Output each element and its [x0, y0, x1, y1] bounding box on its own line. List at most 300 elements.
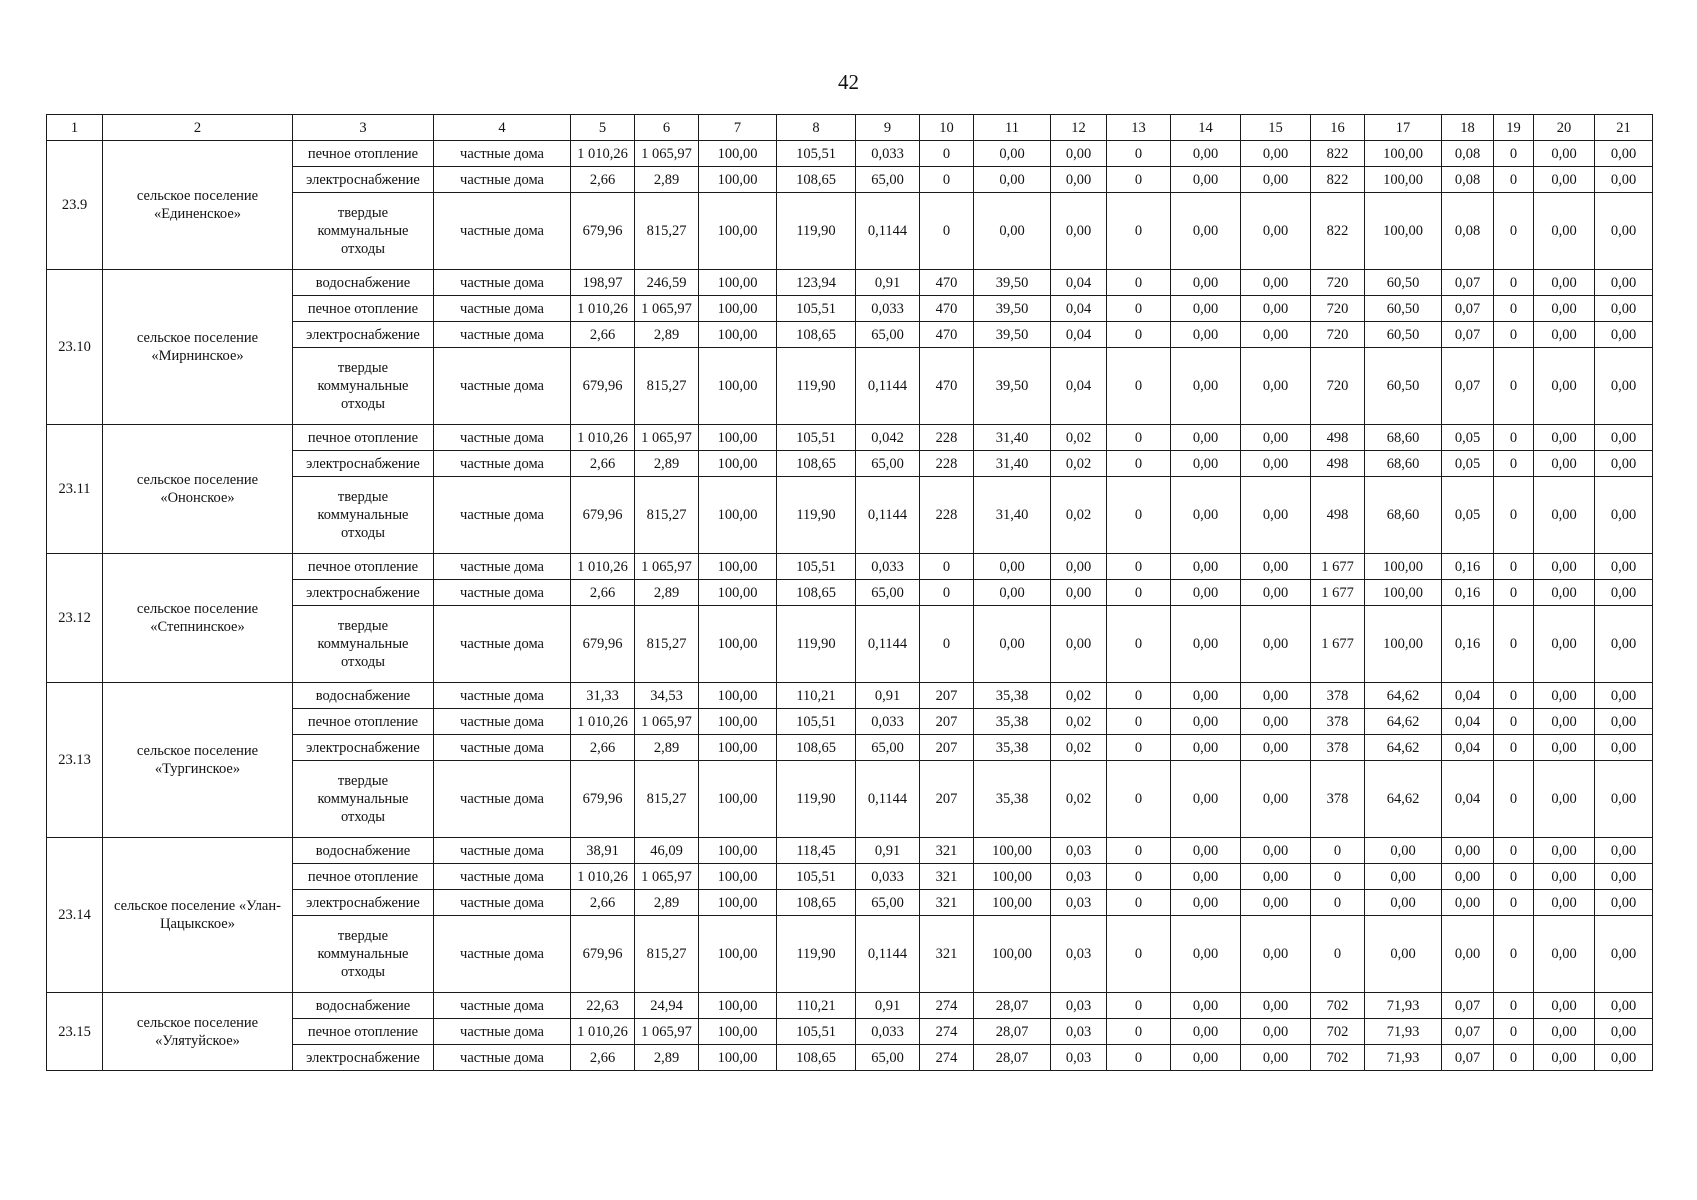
value-cell: 0	[1107, 1019, 1171, 1045]
value-cell: 0,00	[1241, 761, 1311, 838]
value-cell: 0	[1107, 916, 1171, 993]
value-cell: 0,00	[1534, 735, 1595, 761]
value-cell: 679,96	[571, 348, 635, 425]
column-number-cell: 13	[1107, 115, 1171, 141]
settlement-number: 23.14	[47, 838, 103, 993]
value-cell: 815,27	[635, 348, 699, 425]
service-cell: твердые коммунальные отходы	[293, 606, 434, 683]
value-cell: 0,04	[1442, 735, 1494, 761]
value-cell: 0,00	[1241, 451, 1311, 477]
value-cell: 60,50	[1365, 270, 1442, 296]
value-cell: 0,00	[1171, 477, 1241, 554]
consumer-cell: частные дома	[434, 864, 571, 890]
value-cell: 0,00	[1171, 141, 1241, 167]
consumer-cell: частные дома	[434, 735, 571, 761]
value-cell: 1 677	[1311, 580, 1365, 606]
value-cell: 1 065,97	[635, 709, 699, 735]
value-cell: 0	[1107, 425, 1171, 451]
value-cell: 100,00	[974, 838, 1051, 864]
value-cell: 0,00	[974, 606, 1051, 683]
value-cell: 0,00	[1241, 425, 1311, 451]
value-cell: 35,38	[974, 709, 1051, 735]
value-cell: 0	[1107, 864, 1171, 890]
service-cell: печное отопление	[293, 864, 434, 890]
value-cell: 0,08	[1442, 193, 1494, 270]
value-cell: 0	[1494, 1045, 1534, 1071]
value-cell: 0,02	[1051, 761, 1107, 838]
value-cell: 0,00	[1241, 735, 1311, 761]
value-cell: 207	[920, 709, 974, 735]
table-row	[47, 838, 1653, 864]
value-cell: 0,02	[1051, 477, 1107, 554]
value-cell: 0,00	[1241, 141, 1311, 167]
value-cell: 0	[1494, 193, 1534, 270]
value-cell: 246,59	[635, 270, 699, 296]
value-cell: 0,00	[974, 141, 1051, 167]
value-cell: 815,27	[635, 193, 699, 270]
value-cell: 100,00	[699, 709, 777, 735]
value-cell: 0,08	[1442, 167, 1494, 193]
value-cell: 815,27	[635, 916, 699, 993]
value-cell: 0	[1494, 348, 1534, 425]
value-cell: 0,033	[856, 296, 920, 322]
value-cell: 0,00	[1534, 322, 1595, 348]
column-number-cell: 2	[103, 115, 293, 141]
consumer-cell: частные дома	[434, 141, 571, 167]
value-cell: 64,62	[1365, 683, 1442, 709]
value-cell: 0,00	[1365, 890, 1442, 916]
value-cell: 0,02	[1051, 425, 1107, 451]
value-cell: 0	[1107, 761, 1171, 838]
consumer-cell: частные дома	[434, 993, 571, 1019]
value-cell: 1 010,26	[571, 709, 635, 735]
value-cell: 2,66	[571, 890, 635, 916]
value-cell: 0,00	[1595, 348, 1653, 425]
column-number-cell: 12	[1051, 115, 1107, 141]
table-row	[47, 554, 1653, 580]
value-cell: 1 677	[1311, 554, 1365, 580]
column-number-cell: 3	[293, 115, 434, 141]
value-cell: 1 010,26	[571, 296, 635, 322]
value-cell: 0	[1107, 993, 1171, 1019]
settlement-number: 23.15	[47, 993, 103, 1071]
value-cell: 0,00	[1595, 1045, 1653, 1071]
value-cell: 0,04	[1051, 348, 1107, 425]
value-cell: 65,00	[856, 580, 920, 606]
value-cell: 100,00	[699, 270, 777, 296]
value-cell: 0,00	[1595, 270, 1653, 296]
value-cell: 0,03	[1051, 916, 1107, 993]
table-row	[47, 425, 1653, 451]
value-cell: 110,21	[777, 683, 856, 709]
value-cell: 321	[920, 864, 974, 890]
value-cell: 207	[920, 761, 974, 838]
value-cell: 0,00	[1595, 864, 1653, 890]
value-cell: 0,1144	[856, 916, 920, 993]
value-cell: 0,07	[1442, 322, 1494, 348]
value-cell: 0,00	[1534, 270, 1595, 296]
value-cell: 2,89	[635, 451, 699, 477]
value-cell: 0,00	[1171, 322, 1241, 348]
settlement-name: сельское поселение «Мирнинское»	[103, 270, 293, 425]
value-cell: 0,00	[1595, 141, 1653, 167]
value-cell: 0,00	[1241, 270, 1311, 296]
value-cell: 0	[920, 193, 974, 270]
consumer-cell: частные дома	[434, 193, 571, 270]
value-cell: 274	[920, 1045, 974, 1071]
value-cell: 0,00	[1241, 864, 1311, 890]
tariff-table	[46, 114, 1653, 1071]
consumer-cell: частные дома	[434, 296, 571, 322]
value-cell: 0,00	[1442, 864, 1494, 890]
value-cell: 1 065,97	[635, 1019, 699, 1045]
value-cell: 0,00	[1241, 890, 1311, 916]
value-cell: 0	[920, 141, 974, 167]
value-cell: 100,00	[699, 993, 777, 1019]
value-cell: 68,60	[1365, 425, 1442, 451]
value-cell: 119,90	[777, 193, 856, 270]
value-cell: 2,66	[571, 322, 635, 348]
value-cell: 0	[1107, 554, 1171, 580]
value-cell: 0,04	[1051, 296, 1107, 322]
value-cell: 1 010,26	[571, 554, 635, 580]
value-cell: 65,00	[856, 1045, 920, 1071]
value-cell: 39,50	[974, 270, 1051, 296]
value-cell: 0,00	[1534, 993, 1595, 1019]
value-cell: 0,07	[1442, 1019, 1494, 1045]
value-cell: 2,66	[571, 451, 635, 477]
value-cell: 0,00	[1171, 1019, 1241, 1045]
value-cell: 0,02	[1051, 735, 1107, 761]
value-cell: 0	[920, 554, 974, 580]
value-cell: 105,51	[777, 141, 856, 167]
column-number-cell: 4	[434, 115, 571, 141]
value-cell: 100,00	[1365, 167, 1442, 193]
value-cell: 822	[1311, 193, 1365, 270]
value-cell: 38,91	[571, 838, 635, 864]
value-cell: 0,00	[1534, 554, 1595, 580]
settlement-number: 23.11	[47, 425, 103, 554]
value-cell: 71,93	[1365, 1045, 1442, 1071]
value-cell: 0	[1107, 735, 1171, 761]
value-cell: 0,00	[1595, 167, 1653, 193]
value-cell: 0,00	[1534, 296, 1595, 322]
value-cell: 100,00	[1365, 606, 1442, 683]
value-cell: 64,62	[1365, 761, 1442, 838]
value-cell: 0,00	[1241, 477, 1311, 554]
value-cell: 100,00	[1365, 141, 1442, 167]
consumer-cell: частные дома	[434, 451, 571, 477]
value-cell: 119,90	[777, 606, 856, 683]
value-cell: 0,1144	[856, 606, 920, 683]
value-cell: 108,65	[777, 322, 856, 348]
value-cell: 28,07	[974, 1019, 1051, 1045]
value-cell: 105,51	[777, 709, 856, 735]
value-cell: 0,033	[856, 141, 920, 167]
value-cell: 34,53	[635, 683, 699, 709]
value-cell: 0,04	[1442, 709, 1494, 735]
value-cell: 60,50	[1365, 322, 1442, 348]
value-cell: 0,00	[1241, 348, 1311, 425]
value-cell: 0,00	[1534, 916, 1595, 993]
value-cell: 207	[920, 735, 974, 761]
value-cell: 0	[1494, 838, 1534, 864]
value-cell: 0,00	[1534, 167, 1595, 193]
value-cell: 0,00	[1051, 606, 1107, 683]
settlement-number: 23.9	[47, 141, 103, 270]
column-number-cell: 14	[1171, 115, 1241, 141]
settlement-name: сельское поселение «Тургинское»	[103, 683, 293, 838]
value-cell: 100,00	[699, 1019, 777, 1045]
consumer-cell: частные дома	[434, 477, 571, 554]
value-cell: 0,00	[1241, 580, 1311, 606]
value-cell: 0	[1494, 761, 1534, 838]
column-number-cell: 7	[699, 115, 777, 141]
settlement-name: сельское поселение «Единенское»	[103, 141, 293, 270]
value-cell: 0	[1107, 451, 1171, 477]
consumer-cell: частные дома	[434, 322, 571, 348]
value-cell: 0,00	[1595, 890, 1653, 916]
value-cell: 0,91	[856, 683, 920, 709]
value-cell: 0,00	[974, 167, 1051, 193]
service-cell: печное отопление	[293, 554, 434, 580]
value-cell: 0,00	[1171, 167, 1241, 193]
value-cell: 702	[1311, 1045, 1365, 1071]
value-cell: 720	[1311, 348, 1365, 425]
consumer-cell: частные дома	[434, 1019, 571, 1045]
value-cell: 0,08	[1442, 141, 1494, 167]
value-cell: 0	[1107, 296, 1171, 322]
value-cell: 100,00	[699, 554, 777, 580]
value-cell: 0,00	[974, 193, 1051, 270]
column-number-cell: 9	[856, 115, 920, 141]
value-cell: 119,90	[777, 761, 856, 838]
value-cell: 0	[1107, 838, 1171, 864]
value-cell: 0,02	[1051, 451, 1107, 477]
service-cell: печное отопление	[293, 1019, 434, 1045]
value-cell: 0,04	[1442, 683, 1494, 709]
column-number-cell: 1	[47, 115, 103, 141]
value-cell: 100,00	[699, 193, 777, 270]
value-cell: 0,02	[1051, 709, 1107, 735]
value-cell: 2,66	[571, 735, 635, 761]
value-cell: 0,00	[1442, 890, 1494, 916]
value-cell: 100,00	[699, 838, 777, 864]
value-cell: 100,00	[699, 141, 777, 167]
value-cell: 2,66	[571, 167, 635, 193]
value-cell: 0,00	[1241, 193, 1311, 270]
value-cell: 64,62	[1365, 709, 1442, 735]
value-cell: 321	[920, 916, 974, 993]
value-cell: 0,00	[1171, 451, 1241, 477]
consumer-cell: частные дома	[434, 709, 571, 735]
value-cell: 0	[1107, 141, 1171, 167]
value-cell: 0	[1107, 890, 1171, 916]
value-cell: 470	[920, 296, 974, 322]
value-cell: 1 065,97	[635, 864, 699, 890]
value-cell: 100,00	[699, 425, 777, 451]
value-cell: 39,50	[974, 296, 1051, 322]
value-cell: 0	[920, 167, 974, 193]
value-cell: 0,00	[1051, 554, 1107, 580]
service-cell: водоснабжение	[293, 683, 434, 709]
value-cell: 0,00	[1534, 606, 1595, 683]
value-cell: 0,033	[856, 864, 920, 890]
value-cell: 0,033	[856, 709, 920, 735]
value-cell: 0,16	[1442, 554, 1494, 580]
value-cell: 65,00	[856, 735, 920, 761]
service-cell: твердые коммунальные отходы	[293, 193, 434, 270]
value-cell: 815,27	[635, 761, 699, 838]
value-cell: 207	[920, 683, 974, 709]
value-cell: 0,00	[1534, 890, 1595, 916]
value-cell: 0,1144	[856, 477, 920, 554]
value-cell: 0	[1107, 193, 1171, 270]
column-number-row	[47, 115, 1653, 141]
value-cell: 498	[1311, 425, 1365, 451]
consumer-cell: частные дома	[434, 916, 571, 993]
value-cell: 0,00	[1241, 322, 1311, 348]
value-cell: 0	[920, 606, 974, 683]
value-cell: 0,00	[1171, 1045, 1241, 1071]
value-cell: 0	[1494, 709, 1534, 735]
value-cell: 0	[1494, 606, 1534, 683]
value-cell: 702	[1311, 993, 1365, 1019]
value-cell: 0,00	[1595, 1019, 1653, 1045]
value-cell: 105,51	[777, 296, 856, 322]
value-cell: 0,05	[1442, 425, 1494, 451]
value-cell: 0	[1311, 864, 1365, 890]
value-cell: 0,00	[1171, 270, 1241, 296]
value-cell: 470	[920, 270, 974, 296]
value-cell: 100,00	[1365, 580, 1442, 606]
consumer-cell: частные дома	[434, 425, 571, 451]
value-cell: 0,00	[1534, 761, 1595, 838]
value-cell: 100,00	[699, 735, 777, 761]
value-cell: 0,00	[1534, 1019, 1595, 1045]
value-cell: 0	[1494, 141, 1534, 167]
value-cell: 0,00	[1171, 864, 1241, 890]
value-cell: 1 010,26	[571, 1019, 635, 1045]
value-cell: 0,00	[1595, 606, 1653, 683]
value-cell: 0,00	[1171, 683, 1241, 709]
value-cell: 71,93	[1365, 993, 1442, 1019]
value-cell: 0	[1494, 296, 1534, 322]
value-cell: 0	[1494, 864, 1534, 890]
value-cell: 119,90	[777, 477, 856, 554]
value-cell: 378	[1311, 683, 1365, 709]
value-cell: 0,04	[1051, 270, 1107, 296]
value-cell: 0	[1494, 890, 1534, 916]
value-cell: 0	[1494, 993, 1534, 1019]
value-cell: 71,93	[1365, 1019, 1442, 1045]
service-cell: твердые коммунальные отходы	[293, 761, 434, 838]
value-cell: 2,66	[571, 580, 635, 606]
value-cell: 0,00	[1595, 554, 1653, 580]
value-cell: 31,33	[571, 683, 635, 709]
service-cell: печное отопление	[293, 296, 434, 322]
value-cell: 0	[1107, 606, 1171, 683]
value-cell: 0,00	[1534, 683, 1595, 709]
value-cell: 0,00	[1595, 425, 1653, 451]
column-number-cell: 11	[974, 115, 1051, 141]
value-cell: 274	[920, 1019, 974, 1045]
value-cell: 0,00	[1171, 425, 1241, 451]
value-cell: 0,042	[856, 425, 920, 451]
value-cell: 0,91	[856, 838, 920, 864]
table-row	[47, 270, 1653, 296]
consumer-cell: частные дома	[434, 890, 571, 916]
value-cell: 0	[1107, 580, 1171, 606]
value-cell: 110,21	[777, 993, 856, 1019]
value-cell: 470	[920, 322, 974, 348]
value-cell: 0	[1494, 554, 1534, 580]
consumer-cell: частные дома	[434, 1045, 571, 1071]
value-cell: 1 677	[1311, 606, 1365, 683]
value-cell: 100,00	[1365, 193, 1442, 270]
value-cell: 378	[1311, 735, 1365, 761]
value-cell: 0,07	[1442, 993, 1494, 1019]
value-cell: 100,00	[699, 761, 777, 838]
value-cell: 1 010,26	[571, 425, 635, 451]
value-cell: 100,00	[699, 451, 777, 477]
value-cell: 100,00	[699, 1045, 777, 1071]
value-cell: 0,00	[1171, 296, 1241, 322]
value-cell: 100,00	[699, 348, 777, 425]
value-cell: 2,89	[635, 1045, 699, 1071]
value-cell: 720	[1311, 296, 1365, 322]
value-cell: 28,07	[974, 993, 1051, 1019]
value-cell: 0,00	[1365, 838, 1442, 864]
value-cell: 0,00	[1171, 709, 1241, 735]
consumer-cell: частные дома	[434, 270, 571, 296]
table-row	[47, 141, 1653, 167]
value-cell: 0,00	[1534, 477, 1595, 554]
value-cell: 679,96	[571, 761, 635, 838]
value-cell: 0,00	[1171, 606, 1241, 683]
consumer-cell: частные дома	[434, 606, 571, 683]
value-cell: 119,90	[777, 916, 856, 993]
value-cell: 0,00	[1171, 761, 1241, 838]
service-cell: электроснабжение	[293, 451, 434, 477]
value-cell: 100,00	[699, 477, 777, 554]
value-cell: 0	[1107, 683, 1171, 709]
value-cell: 0,00	[1241, 554, 1311, 580]
settlement-number: 23.12	[47, 554, 103, 683]
value-cell: 105,51	[777, 864, 856, 890]
value-cell: 0	[1494, 683, 1534, 709]
column-number-cell: 8	[777, 115, 856, 141]
value-cell: 679,96	[571, 606, 635, 683]
value-cell: 35,38	[974, 761, 1051, 838]
value-cell: 108,65	[777, 1045, 856, 1071]
value-cell: 0,00	[1241, 1019, 1311, 1045]
value-cell: 108,65	[777, 580, 856, 606]
consumer-cell: частные дома	[434, 838, 571, 864]
value-cell: 0	[1494, 1019, 1534, 1045]
value-cell: 0,05	[1442, 477, 1494, 554]
value-cell: 100,00	[699, 683, 777, 709]
value-cell: 321	[920, 838, 974, 864]
value-cell: 0,00	[1534, 709, 1595, 735]
settlement-number: 23.13	[47, 683, 103, 838]
settlement-name: сельское поселение «Степнинское»	[103, 554, 293, 683]
value-cell: 0	[1107, 348, 1171, 425]
value-cell: 2,89	[635, 167, 699, 193]
value-cell: 108,65	[777, 167, 856, 193]
value-cell: 0,00	[1595, 761, 1653, 838]
value-cell: 68,60	[1365, 451, 1442, 477]
